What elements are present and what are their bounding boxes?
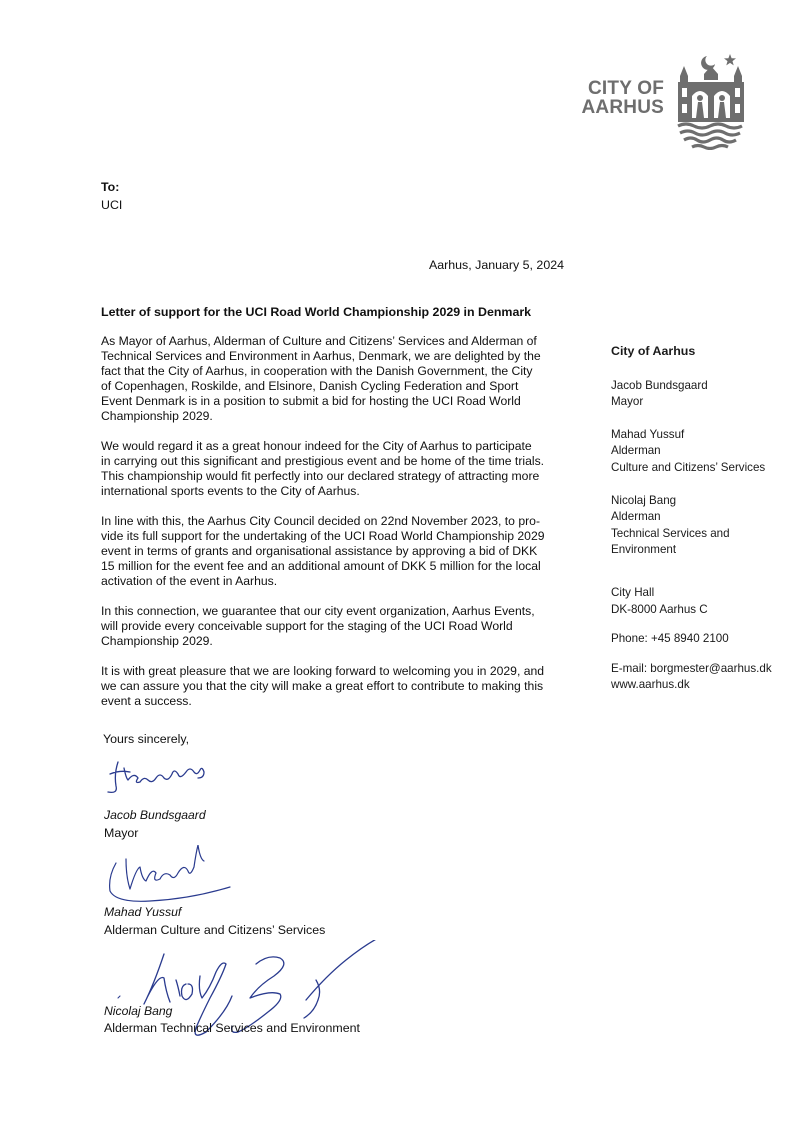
p3-line: event in terms of grants and organisational assistance by approving a bid of DKK — [101, 544, 538, 558]
recipient-name: UCI — [101, 198, 123, 212]
paragraph-4 — [101, 604, 566, 649]
p2-line: We would regard it as a great honour indeed for the City of Aarhus to participate — [101, 439, 532, 453]
p3-line: 15 million for the event fee and an additional amount of DKK 5 million for the local — [101, 559, 541, 573]
p1-line: fact that the City of Aarhus, in cooperation with the Danish Government, the City — [101, 364, 533, 378]
sidebar-person-role: Alderman — [611, 444, 661, 458]
signatory-3-name: Nicolaj Bang — [104, 1004, 173, 1018]
signatory-1-name: Jacob Bundsgaard — [104, 808, 206, 822]
sidebar-person-role: Mayor — [611, 395, 644, 409]
sidebar-person-dept-2: Environment — [611, 543, 677, 557]
p4-line: Championship 2029. — [101, 634, 213, 648]
sidebar-phone: Phone: +45 8940 2100 — [611, 632, 729, 646]
p3-line: vide its full support for the undertaking of the UCI Road World Championship 2029 — [101, 529, 545, 543]
sidebar-person-dept: Culture and Citizens’ Services — [611, 460, 766, 474]
p4-line: In this connection, we guarantee that our city event organization, Aarhus Events, — [101, 604, 535, 618]
p2-line: international sports events to the City of Aarhus. — [101, 484, 360, 498]
p1-line: As Mayor of Aarhus, Alderman of Culture and Citizens’ Services and Alderman of — [101, 334, 537, 348]
p1-line: Event Denmark is in a position to submit a bid for hosting the UCI Road World — [101, 394, 521, 408]
closing: Yours sincerely, — [103, 732, 190, 746]
sidebar-person — [611, 378, 796, 411]
p5-line: event a success. — [101, 694, 192, 708]
sidebar-person-dept: Technical Services and — [611, 526, 730, 540]
address-line-2: DK-8000 Aarhus C — [611, 602, 708, 616]
dateline: Aarhus, January 5, 2024 — [428, 258, 564, 272]
letter-subject: Letter of support for the UCI Road World Championship 2029 in Denmark — [101, 305, 532, 319]
p1-line: of Copenhagen, Roskilde, and Elsinore, Danish Cycling Federation and Sport — [101, 379, 519, 393]
sidebar-contact — [611, 343, 796, 694]
sidebar-email: E-mail: borgmester@aarhus.dk — [611, 661, 772, 675]
p3-line: activation of the event in Aarhus. — [101, 574, 278, 588]
sidebar-person-name: Nicolaj Bang — [611, 493, 677, 507]
address-line-1: City Hall — [611, 585, 655, 599]
signatory-1-title: Mayor — [104, 826, 139, 840]
paragraph-5 — [101, 664, 566, 709]
signatory-2-title: Alderman Culture and Citizens’ Services — [104, 923, 326, 937]
recipient-label: To: — [101, 180, 120, 194]
sidebar-address — [611, 585, 796, 618]
sidebar-person-role: Alderman — [611, 510, 661, 524]
p2-line: This championship would fit perfectly into our declared strategy of attracting more — [101, 469, 540, 483]
logo-line-1: CITY OF — [588, 78, 664, 99]
paragraph-3 — [101, 514, 566, 589]
p2-line: in carrying out this significant and prestigious event and be home of the time trials. — [101, 454, 545, 468]
sidebar-person-name: Jacob Bundsgaard — [611, 378, 708, 392]
signature-jacob-icon — [104, 752, 224, 802]
letter-body — [101, 334, 566, 709]
p5-line: we can assure you that the city will make a great effort to contribute to making this — [101, 679, 544, 693]
p5-line: It is with great pleasure that we are looking forward to welcoming you in 2029, and — [101, 664, 545, 678]
paragraph-2 — [101, 439, 566, 499]
city-seal-icon — [674, 52, 748, 150]
sidebar-person — [611, 427, 796, 477]
sidebar-heading: City of Aarhus — [611, 344, 696, 358]
logo-wordmark — [560, 79, 664, 117]
p1-line: Technical Services and Environment in Aarhus, Denmark, we are delighted by the — [101, 349, 541, 363]
paragraph-1 — [101, 334, 566, 424]
sidebar-person-name: Mahad Yussuf — [611, 427, 685, 441]
signatory-2-name: Mahad Yussuf — [104, 905, 182, 919]
signature-mahad-icon — [96, 845, 246, 905]
signatory-3-title: Alderman Technical Services and Environment — [104, 1021, 360, 1035]
p4-line: will provide every conceivable support for the staging of the UCI Road World — [101, 619, 513, 633]
logo-line-2: AARHUS — [581, 97, 664, 118]
sidebar-web: www.aarhus.dk — [611, 678, 690, 692]
p1-line: Championship 2029. — [101, 409, 213, 423]
recipient-block — [101, 178, 122, 214]
sidebar-person — [611, 493, 796, 559]
p3-line: In line with this, the Aarhus City Council decided on 22nd November 2023, to pro- — [101, 514, 540, 528]
